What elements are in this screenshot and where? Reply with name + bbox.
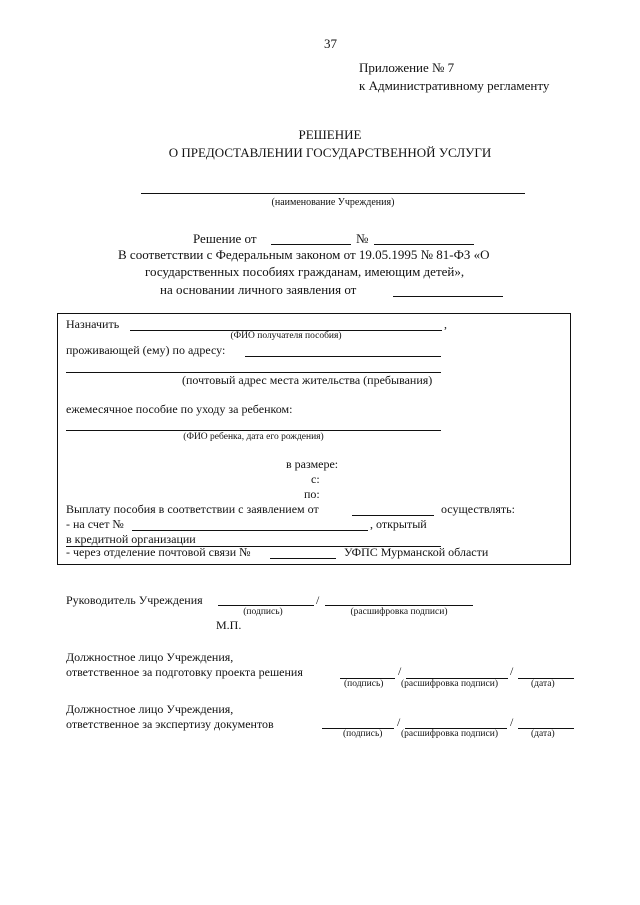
official2-line-2: ответственное за экспертизу документов [66,717,274,731]
child-caption: (ФИО ребенка, дата его рождения) [183,432,324,442]
head-slash: / [316,593,320,607]
address-line-1 [245,356,441,357]
bank-label: в кредитной организации [66,532,196,546]
law-reference-line-1: В соответствии с Федеральным законом от 19.05.1995 № 81-ФЗ «О [118,247,490,262]
head-decoding-line [325,605,473,606]
official2-slash-1: / [397,715,401,729]
assign-label: Назначить [66,317,120,331]
institution-name-line [141,193,525,194]
basis-label: на основании личного заявления от [160,282,357,297]
account-label: - на счет № [66,517,124,531]
assign-comma: , [444,317,447,331]
official1-date-caption: (дата) [531,679,555,689]
address-caption: (почтовый адрес места жительства (пребывания) [182,373,433,387]
payment-text: Выплату пособия в соответствии с заявлением от [66,502,319,516]
official1-line-2: ответственное за подготовку проекта решения [66,665,303,679]
seal-label: М.П. [216,618,242,632]
allowance-label: ежемесячное пособие по уходу за ребенком: [66,402,293,416]
official1-slash-1: / [398,664,402,678]
official2-line-1: Должностное лицо Учреждения, [66,702,234,716]
decision-number-line [374,244,474,245]
page-number: 37 [324,36,337,51]
amount-label: в размере: [286,457,339,471]
decision-date-line [271,244,351,245]
from-label: с: [311,472,320,486]
recipient-caption: (ФИО получателя пособия) [230,331,342,341]
head-decoding-caption: (расшифровка подписи) [350,607,448,617]
head-signature-caption: (подпись) [243,607,283,617]
official1-slash-2: / [510,664,514,678]
institution-caption: (наименование Учреждения) [271,197,395,208]
to-label: по: [304,487,320,501]
official2-decoding-caption: (расшифровка подписи) [401,729,498,739]
law-reference-line-2: государственных пособиях гражданам, имеющим детей», [145,264,465,279]
post-tail: УФПС Мурманской области [344,545,489,559]
account-opened: , открытый [370,517,427,531]
post-office-line [270,558,336,559]
official2-slash-2: / [510,715,514,729]
head-signature-label: Руководитель Учреждения [66,593,203,607]
official2-signature-caption: (подпись) [343,729,383,739]
document-title: РЕШЕНИЕ [298,127,362,142]
decision-number-sign: № [356,231,369,246]
appendix-line-2: к Административному регламенту [359,78,550,93]
official1-signature-caption: (подпись) [344,679,384,689]
post-label: - через отделение почтовой связи № [66,545,251,559]
document-subtitle: О ПРЕДОСТАВЛЕНИИ ГОСУДАРСТВЕННОЙ УСЛУГИ [168,145,492,160]
account-number-line [132,530,368,531]
appendix-line-1: Приложение № 7 [359,60,455,75]
head-signature-line [218,605,314,606]
official2-date-caption: (дата) [531,729,555,739]
address-label: проживающей (ему) по адресу: [66,343,226,357]
decision-date-label: Решение от [193,231,257,246]
application-date-line [393,296,503,297]
official1-decoding-caption: (расшифровка подписи) [401,679,498,689]
payment-tail: осуществлять: [441,502,515,516]
payment-date-line [352,515,434,516]
child-name-line [66,430,441,431]
official1-line-1: Должностное лицо Учреждения, [66,650,234,664]
